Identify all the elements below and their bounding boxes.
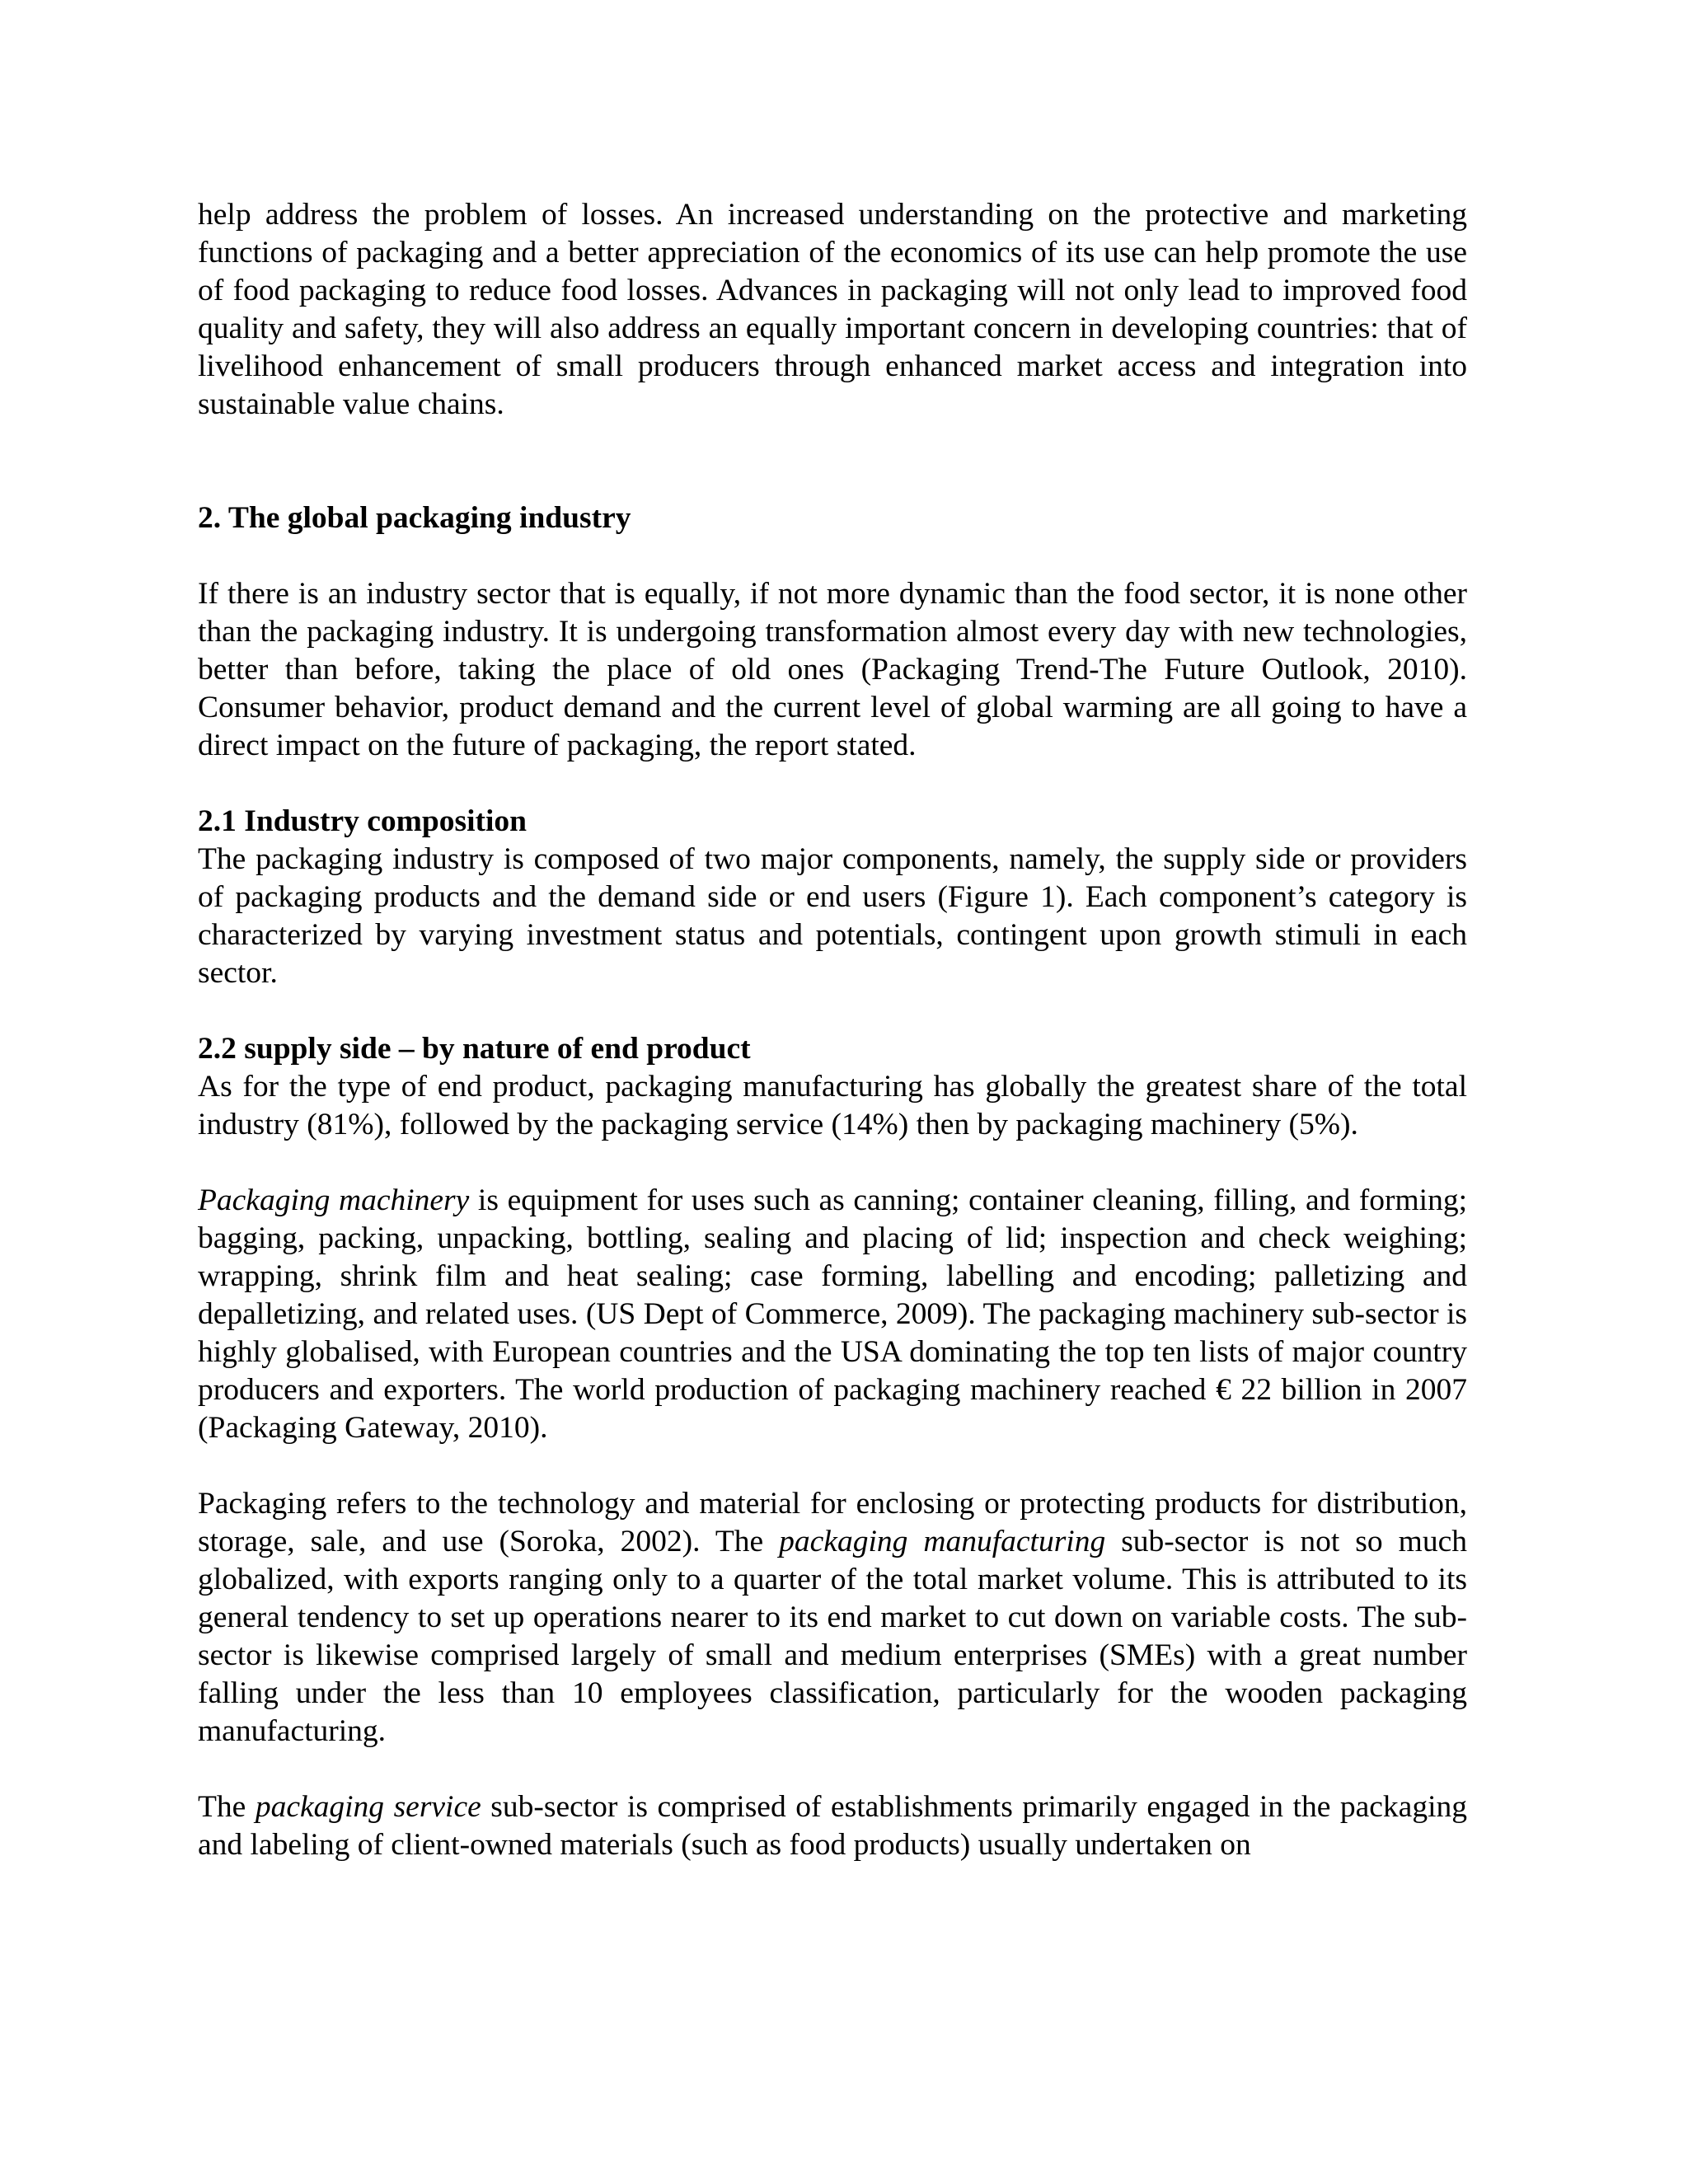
spacer <box>198 1447 1467 1485</box>
paragraph-text: Packaging refers to the technology and material for enclosing or protecting products for distribution, storage, sale, and use (Soroka, 2002). The <box>198 1487 1467 1558</box>
section-2-2-paragraph-4 <box>198 1788 1467 1864</box>
section-heading-2-1: 2.1 Industry composition <box>198 804 528 838</box>
spacer <box>198 424 1467 499</box>
section-2-1-paragraph: The packaging industry is composed of two major components, namely, the supply side or providers of packaging products and the demand side or end users (Figure 1). Each component’s category is characterized by varying investment status and potentials, contingent upon growth stimuli in each sector. <box>198 842 1467 990</box>
paragraph-text: is equipment for uses such as canning; container cleaning, filling, and forming; bagging, packing, unpacking, bottling, sealing and placing of lid; inspection and check weighing; wrapping, shrink film and heat sealing; case forming, labelling and encoding; palletizing and depalletizing, and related uses. (US Dept of Commerce, 2009). The packaging machinery sub-sector is highly globalised, with European countries and the USA dominating the top ten lists of major country producers and exporters. The world production of packaging machinery reached € 22 billion in 2007 (Packaging Gateway, 2010). <box>198 1183 1467 1445</box>
spacer <box>198 1750 1467 1788</box>
spacer <box>198 537 1467 575</box>
spacer <box>198 1144 1467 1182</box>
paragraph-text: sub-sector is comprised of establishments primarily engaged in the packaging and labeling of client-owned materials (such as food products) usually undertaken on <box>198 1790 1467 1862</box>
term-packaging-manufacturing: packaging manufacturing <box>779 1525 1106 1558</box>
section-heading-2: 2. The global packaging industry <box>198 501 631 535</box>
page-body <box>198 196 1467 1864</box>
paragraph-text: sub-sector is not so much globalized, with exports ranging only to a quarter of the total market volume. This is attributed to its general tendency to set up operations nearer to its end market to cut down on variable costs. The sub-sector is likewise comprised largely of small and medium enterprises (SMEs) with a great number falling under the less than 10 employees classification, particularly for the wooden packaging manufacturing. <box>198 1525 1467 1748</box>
paragraph-text: The <box>198 1790 256 1824</box>
section-2-2-paragraph-2 <box>198 1182 1467 1447</box>
spacer <box>198 992 1467 1030</box>
term-packaging-service: packaging service <box>255 1790 481 1824</box>
section-2-2-paragraph-1: As for the type of end product, packaging manufacturing has globally the greatest share of the total industry (81%), followed by the packaging service (14%) then by packaging machinery (5%). <box>198 1070 1467 1141</box>
term-packaging-machinery: Packaging machinery <box>198 1183 470 1217</box>
section-2-2-paragraph-3 <box>198 1485 1467 1750</box>
spacer <box>198 765 1467 803</box>
section-heading-2-2: 2.2 supply side – by nature of end product <box>198 1032 751 1066</box>
intro-paragraph-end: help address the problem of losses. An increased understanding on the protective and marketing functions of packaging and a better appreciation of the economics of its use can help promote the use of food packaging to reduce food losses. Advances in packaging will not only lead to improved food quality and safety, they will also address an equally important concern in developing countries: that of livelihood enhancement of small producers through enhanced market access and integration into sustainable value chains. <box>198 198 1467 421</box>
section-2-paragraph: If there is an industry sector that is equally, if not more dynamic than the food sector, it is none other than the packaging industry. It is undergoing transformation almost every day with new technologies, better than before, taking the place of old ones (Packaging Trend-The Future Outlook, 2010). Consumer behavior, product demand and the current level of global warming are all going to have a direct impact on the future of packaging, the report stated. <box>198 577 1467 762</box>
